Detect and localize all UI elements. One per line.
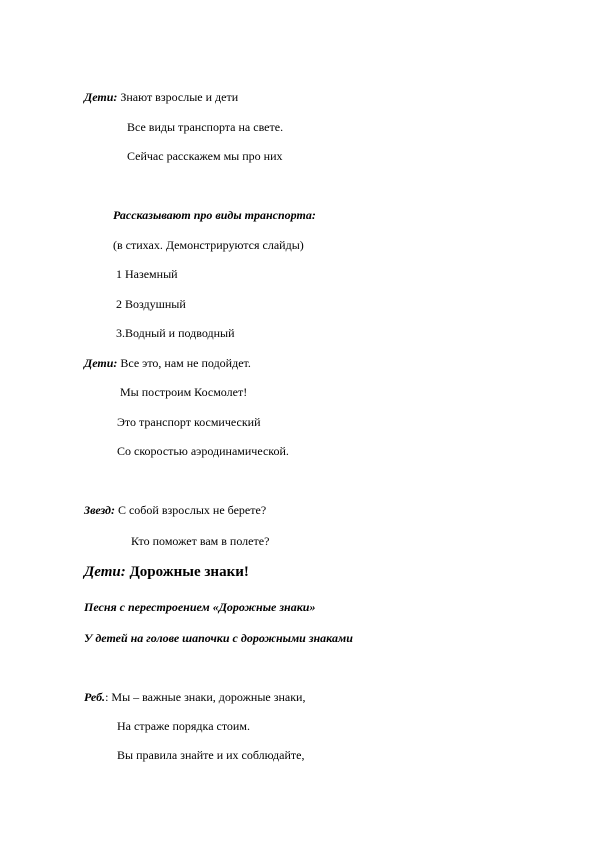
stage-direction: У детей на голове шапочки с дорожными знаками — [84, 631, 353, 645]
speaker-label: Дети: — [84, 356, 118, 370]
list-item: 1 Наземный — [116, 267, 178, 281]
verse-line: Это транспорт космический — [117, 415, 261, 429]
stage-note: (в стихах. Демонстрируются слайды) — [113, 238, 304, 252]
dialogue-line — [84, 90, 238, 104]
dialogue-line — [84, 356, 251, 370]
verse-line: Сейчас расскажем мы про них — [127, 149, 283, 163]
line-text: Дорожные знаки! — [125, 564, 249, 580]
speaker-label: Дети: — [84, 564, 126, 580]
verse-line: Со скоростью аэродинамической. — [117, 444, 289, 458]
verse-line: Мы построим Космолет! — [120, 385, 248, 399]
song-heading: Песня с перестроением «Дорожные знаки» — [84, 600, 316, 614]
speaker-label: Дети: — [84, 90, 118, 104]
list-item: 2 Воздушный — [116, 297, 186, 311]
dialogue-line — [84, 563, 249, 581]
verse-line: Кто поможет вам в полете? — [131, 534, 270, 548]
verse-line: Все виды транспорта на свете. — [127, 120, 284, 134]
line-text: Знают взрослые и дети — [117, 90, 239, 104]
speaker-label: Реб. — [84, 690, 106, 704]
speaker-label: Звезд: — [84, 503, 115, 517]
dialogue-line — [84, 503, 266, 517]
verse-line: На страже порядка стоим. — [117, 719, 250, 733]
stage-direction: Рассказывают про виды транспорта: — [113, 208, 316, 222]
line-text: : Мы – важные знаки, дорожные знаки, — [105, 690, 306, 704]
dialogue-line — [84, 690, 305, 704]
list-item: 3.Водный и подводный — [116, 326, 235, 340]
verse-line: Вы правила знайте и их соблюдайте, — [117, 748, 305, 762]
line-text: С собой взрослых не берете? — [114, 503, 267, 517]
line-text: Все это, нам не подойдет. — [117, 356, 251, 370]
